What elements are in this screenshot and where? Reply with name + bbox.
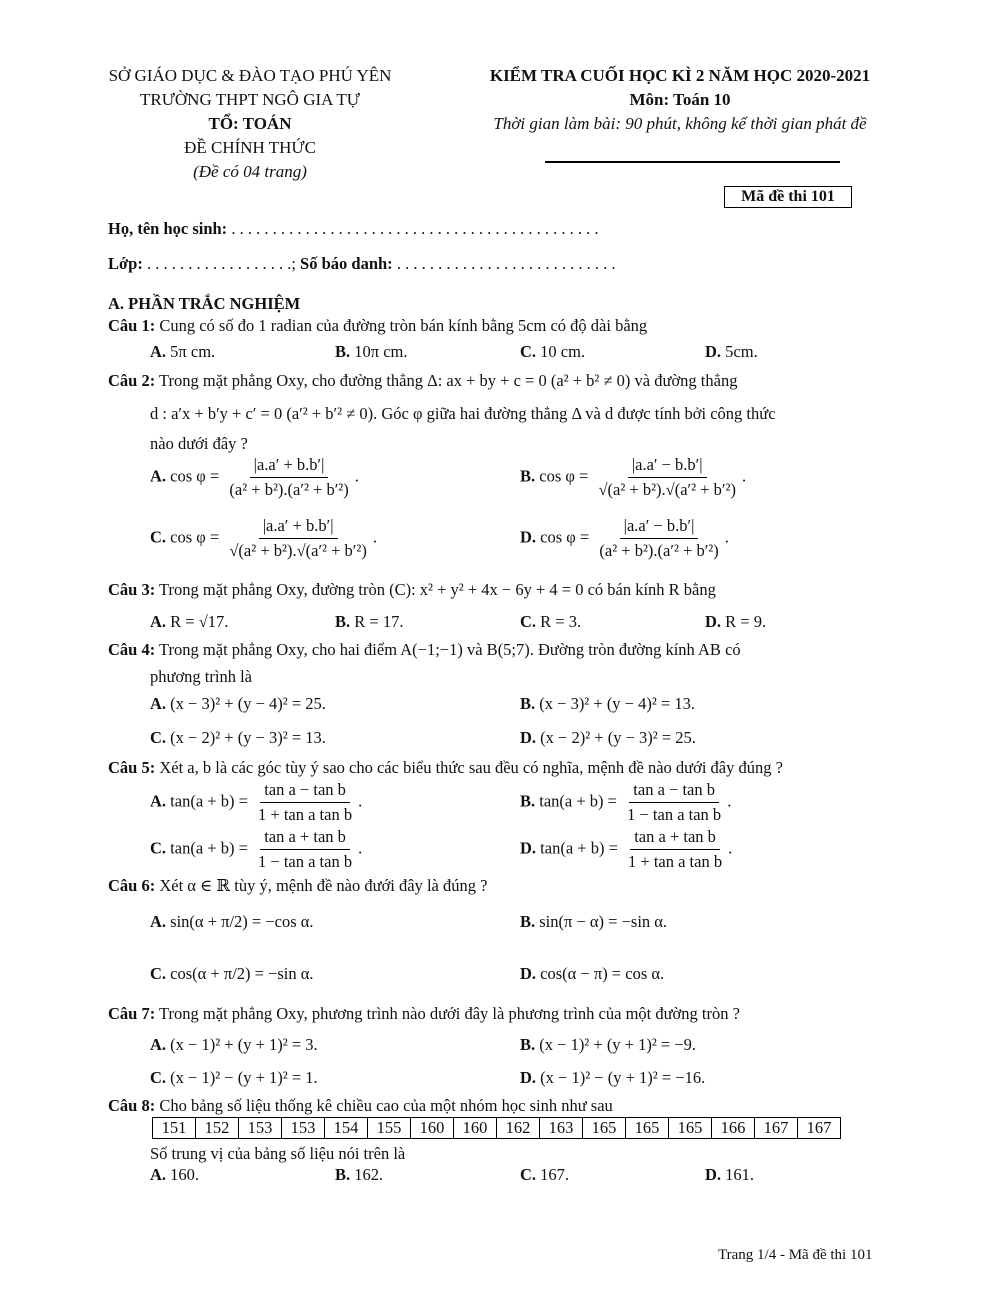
formula-lhs: tan(a + b) = xyxy=(540,838,618,858)
student-class-line xyxy=(108,254,615,274)
option-letter: B. xyxy=(520,791,536,811)
option-letter: A. xyxy=(150,612,167,631)
q4-option-a[interactable] xyxy=(150,694,326,714)
denominator: (a² + b²).(a′² + b′²) xyxy=(229,480,349,499)
table-cell: 167 xyxy=(798,1118,841,1139)
fraction xyxy=(623,780,725,825)
question-1 xyxy=(108,316,647,336)
q1-option-b[interactable] xyxy=(335,342,408,362)
denominator: 1 + tan a tan b xyxy=(258,805,353,824)
option-text: cos(α + π/2) = −sin α. xyxy=(170,964,314,983)
q2-text-line2: d : a′x + b′y + c′ = 0 (a′² + b′² ≠ 0). Góc φ giữa hai đường thẳng Δ và d được tính bởi công thức xyxy=(150,404,776,423)
option-letter: C. xyxy=(150,728,167,747)
q3-option-a[interactable] xyxy=(150,612,228,632)
numerator: |a.a′ − b.b′| xyxy=(628,455,707,478)
question-8 xyxy=(108,1096,613,1116)
denominator: √(a² + b²).√(a′² + b′²) xyxy=(229,541,367,560)
question-5 xyxy=(108,758,783,778)
option-text: (x − 2)² + (y − 3)² = 25. xyxy=(540,728,696,747)
q5-option-c[interactable]: C. tan(a + b) = $\frac{\text{tan a + tan b}}{\text{1 − tan a tan b}}$ . xyxy=(150,827,363,871)
question-7 xyxy=(108,1004,740,1024)
numerator: tan a − tan b xyxy=(629,780,719,803)
option-letter: C. xyxy=(150,527,167,547)
option-text: cos(α − π) = cos α. xyxy=(540,964,665,983)
q4-option-d[interactable] xyxy=(520,728,696,748)
denominator: 1 − tan a tan b xyxy=(627,805,722,824)
question-4 xyxy=(108,640,741,660)
q8-option-c[interactable] xyxy=(520,1165,569,1185)
q2-option-a[interactable]: A. cos φ = $\frac{|a.a' + b.b'|}{\text{(a² + b²).(a′² + b′²)}}$ . xyxy=(150,455,359,499)
question-2 xyxy=(108,371,737,391)
table-cell: 167 xyxy=(755,1118,798,1139)
q3-option-d[interactable] xyxy=(705,612,766,632)
question-label: Câu 6: xyxy=(108,876,156,895)
option-letter: C. xyxy=(150,964,167,983)
table-cell: 160 xyxy=(454,1118,497,1139)
sbd-dots: . . . . . . . . . . . . . . . . . . . . . . . . . . . xyxy=(392,254,616,273)
table-cell: 165 xyxy=(626,1118,669,1139)
q3-option-b[interactable] xyxy=(335,612,403,632)
numerator: |a.a′ − b.b′| xyxy=(620,516,699,539)
q1-option-d[interactable] xyxy=(705,342,758,362)
option-text: R = 9. xyxy=(725,612,767,631)
fraction xyxy=(254,827,356,872)
question-label: Câu 5: xyxy=(108,758,156,777)
question-label: Câu 8: xyxy=(108,1096,156,1115)
numerator: tan a + tan b xyxy=(260,827,350,850)
q5-option-d[interactable]: D. tan(a + b) = $\frac{\text{tan a + tan b}}{\text{1 + tan a tan b}}$ . xyxy=(520,827,733,871)
question-text: Trong mặt phẳng Oxy, phương trình nào dưới đây là phương trình của một đường tròn ? xyxy=(155,1004,740,1023)
table-cell: 151 xyxy=(153,1118,196,1139)
option-letter: A. xyxy=(150,342,167,361)
sbd-label: Số báo danh: xyxy=(295,254,393,273)
fraction xyxy=(624,827,726,872)
option-letter: B. xyxy=(335,612,351,631)
q1-option-a[interactable] xyxy=(150,342,215,362)
option-text: (x − 3)² + (y − 4)² = 13. xyxy=(539,694,695,713)
question-label: Câu 1: xyxy=(108,316,156,335)
question-text: Xét a, b là các góc tùy ý sao cho các biểu thức sau đều có nghĩa, mệnh đề nào dưới đây đúng ? xyxy=(155,758,783,777)
q4-text-line2: phương trình là xyxy=(150,667,252,686)
option-text: R = 17. xyxy=(354,612,404,631)
question-label: Câu 4: xyxy=(108,640,156,659)
option-letter: C. xyxy=(520,1165,537,1184)
q5-option-b[interactable]: B. tan(a + b) = $\frac{\text{tan a − tan b}}{\text{1 − tan a tan b}}$ . xyxy=(520,780,732,824)
question-label: Câu 3: xyxy=(108,580,156,599)
option-text: (x − 1)² − (y + 1)² = 1. xyxy=(170,1068,318,1087)
question-text: Trong mặt phẳng Oxy, đường tròn (C): x² + y² + 4x − 6y + 4 = 0 có bán kính R bằng xyxy=(155,580,716,599)
name-label: Họ, tên học sinh: xyxy=(108,219,228,238)
option-text: 5cm. xyxy=(725,342,758,361)
option-text: 167. xyxy=(540,1165,570,1184)
question-6 xyxy=(108,876,487,896)
student-name-line xyxy=(108,219,598,239)
table-cell: 165 xyxy=(669,1118,712,1139)
class-dots: . . . . . . . . . . . . . . . . . .; xyxy=(142,254,296,273)
page-footer: Trang 1/4 - Mã đề thi 101 xyxy=(718,1247,873,1263)
school-name: TRƯỜNG THPT NGÔ GIA TỰ xyxy=(139,90,360,109)
option-text: 10 cm. xyxy=(540,342,586,361)
table-cell: 163 xyxy=(540,1118,583,1139)
q7-option-b[interactable] xyxy=(520,1035,696,1055)
q2-option-c[interactable]: C. cos φ = $\frac{|a.a' + b.b'|}{\text{√(a² + b²).√(a′² + b′²)}}$ . xyxy=(150,516,377,560)
group-name: TỔ: TOÁN xyxy=(208,114,292,133)
option-text: 161. xyxy=(725,1165,755,1184)
formula-lhs: cos φ = xyxy=(170,527,220,547)
q3-option-c[interactable] xyxy=(520,612,581,632)
formula-lhs: tan(a + b) = xyxy=(539,791,617,811)
option-letter: C. xyxy=(150,1068,167,1087)
option-letter: D. xyxy=(705,342,722,361)
option-letter: B. xyxy=(520,466,536,486)
option-letter: B. xyxy=(520,1035,536,1054)
option-text: (x − 2)² + (y − 3)² = 13. xyxy=(170,728,326,747)
q5-option-a[interactable]: A. tan(a + b) = $\frac{\text{tan a − tan b}}{\text{1 + tan a tan b}}$ . xyxy=(150,780,363,824)
table-cell: 166 xyxy=(712,1118,755,1139)
question-text: Trong mặt phẳng Oxy, cho đường thẳng Δ: ax + by + c = 0 (a² + b² ≠ 0) và đường thẳng xyxy=(155,371,738,390)
option-letter: A. xyxy=(150,912,167,931)
option-text: sin(α + π/2) = −cos α. xyxy=(170,912,314,931)
time-note: Thời gian làm bài: 90 phút, không kể thời gian phát đề xyxy=(493,114,867,133)
denominator: 1 + tan a tan b xyxy=(628,852,723,871)
option-text: (x − 1)² − (y + 1)² = −16. xyxy=(540,1068,706,1087)
formula-lhs: cos φ = xyxy=(170,466,220,486)
table-cell: 155 xyxy=(368,1118,411,1139)
q1-option-c[interactable] xyxy=(520,342,585,362)
q2-text-line3: nào dưới đây ? xyxy=(150,434,248,453)
option-letter: C. xyxy=(520,342,537,361)
option-text: 162. xyxy=(354,1165,384,1184)
option-letter: D. xyxy=(520,527,537,547)
table-cell: 152 xyxy=(196,1118,239,1139)
page-count: (Đề có 04 trang) xyxy=(193,162,307,181)
option-text: 160. xyxy=(170,1165,200,1184)
height-table xyxy=(152,1117,841,1139)
question-label: Câu 2: xyxy=(108,371,156,390)
denominator: 1 − tan a tan b xyxy=(258,852,353,871)
q6-option-d[interactable] xyxy=(520,964,664,984)
q4-option-b[interactable] xyxy=(520,694,695,714)
table-cell: 154 xyxy=(325,1118,368,1139)
option-letter: B. xyxy=(335,1165,351,1184)
q8-option-d[interactable] xyxy=(705,1165,754,1185)
table-cell: 153 xyxy=(282,1118,325,1139)
option-letter: C. xyxy=(520,612,537,631)
question-text: Xét α ∈ ℝ tùy ý, mệnh đề nào đưới đây là đúng ? xyxy=(155,876,488,895)
height-table-wrap xyxy=(152,1117,841,1139)
table-cell: 153 xyxy=(239,1118,282,1139)
option-text: (x − 1)² + (y + 1)² = −9. xyxy=(539,1035,697,1054)
numerator: |a.a′ + b.b′| xyxy=(259,516,338,539)
section-title: A. PHẦN TRẮC NGHIỆM xyxy=(108,294,301,313)
question-label: Câu 7: xyxy=(108,1004,156,1023)
fraction xyxy=(254,780,356,825)
name-dots: . . . . . . . . . . . . . . . . . . . . . . . . . . . . . . . . . . . . . . . . . . . . . xyxy=(227,219,599,238)
numerator: tan a − tan b xyxy=(260,780,350,803)
denominator: (a² + b²).(a′² + b′²) xyxy=(599,541,719,560)
header-rule xyxy=(545,161,840,163)
department-name: SỞ GIÁO DỤC & ĐÀO TẠO PHÚ YÊN xyxy=(108,66,392,85)
option-letter: A. xyxy=(150,1165,167,1184)
class-label: Lớp: xyxy=(108,254,143,273)
fraction xyxy=(225,516,370,561)
q8-text-after: Số trung vị của bảng số liệu nói trên là xyxy=(150,1144,406,1163)
option-text: (x − 1)² + (y + 1)² = 3. xyxy=(170,1035,318,1054)
option-text: 5π cm. xyxy=(170,342,216,361)
question-text: Trong mặt phẳng Oxy, cho hai điểm A(−1;−1) và B(5;7). Đường tròn đường kính AB có xyxy=(155,640,741,659)
fraction xyxy=(594,455,739,500)
table-row xyxy=(153,1118,841,1139)
q8-option-b[interactable] xyxy=(335,1165,383,1185)
q7-option-c[interactable] xyxy=(150,1068,318,1088)
option-letter: A. xyxy=(150,466,167,486)
question-3 xyxy=(108,580,716,600)
numerator: tan a + tan b xyxy=(630,827,720,850)
option-text: R = √17. xyxy=(170,612,229,631)
option-letter: D. xyxy=(705,1165,722,1184)
option-text: R = 3. xyxy=(540,612,582,631)
header-right xyxy=(445,64,915,136)
q8-option-a[interactable] xyxy=(150,1165,199,1185)
exam-title: KIỂM TRA CUỐI HỌC KÌ 2 NĂM HỌC 2020-2021 xyxy=(489,66,871,85)
option-letter: A. xyxy=(150,694,167,713)
option-letter: D. xyxy=(520,728,537,747)
option-letter: D. xyxy=(520,1068,537,1087)
option-letter: D. xyxy=(520,838,537,858)
table-cell: 162 xyxy=(497,1118,540,1139)
q6-option-a[interactable] xyxy=(150,912,314,932)
option-letter: B. xyxy=(335,342,351,361)
formula-lhs: cos φ = xyxy=(540,527,590,547)
table-cell: 160 xyxy=(411,1118,454,1139)
formula-lhs: cos φ = xyxy=(539,466,589,486)
q2-option-b[interactable]: B. cos φ = $\frac{|a.a' - b.b'|}{\text{√(a² + b²).√(a′² + b′²)}}$ . xyxy=(520,455,747,499)
subject: Môn: Toán 10 xyxy=(629,90,731,109)
question-text: Cho bảng số liệu thống kê chiều cao của một nhóm học sinh như sau xyxy=(155,1096,613,1115)
table-cell: 165 xyxy=(583,1118,626,1139)
formula-lhs: tan(a + b) = xyxy=(170,791,248,811)
option-letter: A. xyxy=(150,1035,167,1054)
numerator: |a.a′ + b.b′| xyxy=(250,455,329,478)
q2-option-d[interactable]: D. cos φ = $\frac{|a.a' - b.b'|}{\text{(a² + b²).(a′² + b′²)}}$ . xyxy=(520,516,729,560)
option-letter: A. xyxy=(150,791,167,811)
fraction xyxy=(225,455,352,500)
option-letter: C. xyxy=(150,838,167,858)
q7-option-a[interactable] xyxy=(150,1035,318,1055)
q6-option-b[interactable] xyxy=(520,912,667,932)
option-letter: B. xyxy=(520,694,536,713)
option-text: 10π cm. xyxy=(354,342,408,361)
fraction xyxy=(595,516,722,561)
option-letter: D. xyxy=(520,964,537,983)
header-left xyxy=(70,64,430,184)
formula-lhs: tan(a + b) = xyxy=(170,838,248,858)
question-text: Cung có số đo 1 radian của đường tròn bán kính bằng 5cm có độ dài bằng xyxy=(155,316,648,335)
option-letter: B. xyxy=(520,912,536,931)
option-text: (x − 3)² + (y − 4)² = 25. xyxy=(170,694,326,713)
q7-option-d[interactable] xyxy=(520,1068,705,1088)
q6-option-c[interactable] xyxy=(150,964,314,984)
q4-option-c[interactable] xyxy=(150,728,326,748)
official-label: ĐỀ CHÍNH THỨC xyxy=(184,138,316,157)
option-text: sin(π − α) = −sin α. xyxy=(539,912,668,931)
exam-code: Mã đề thi 101 xyxy=(724,186,852,208)
denominator: √(a² + b²).√(a′² + b′²) xyxy=(598,480,736,499)
option-letter: D. xyxy=(705,612,722,631)
